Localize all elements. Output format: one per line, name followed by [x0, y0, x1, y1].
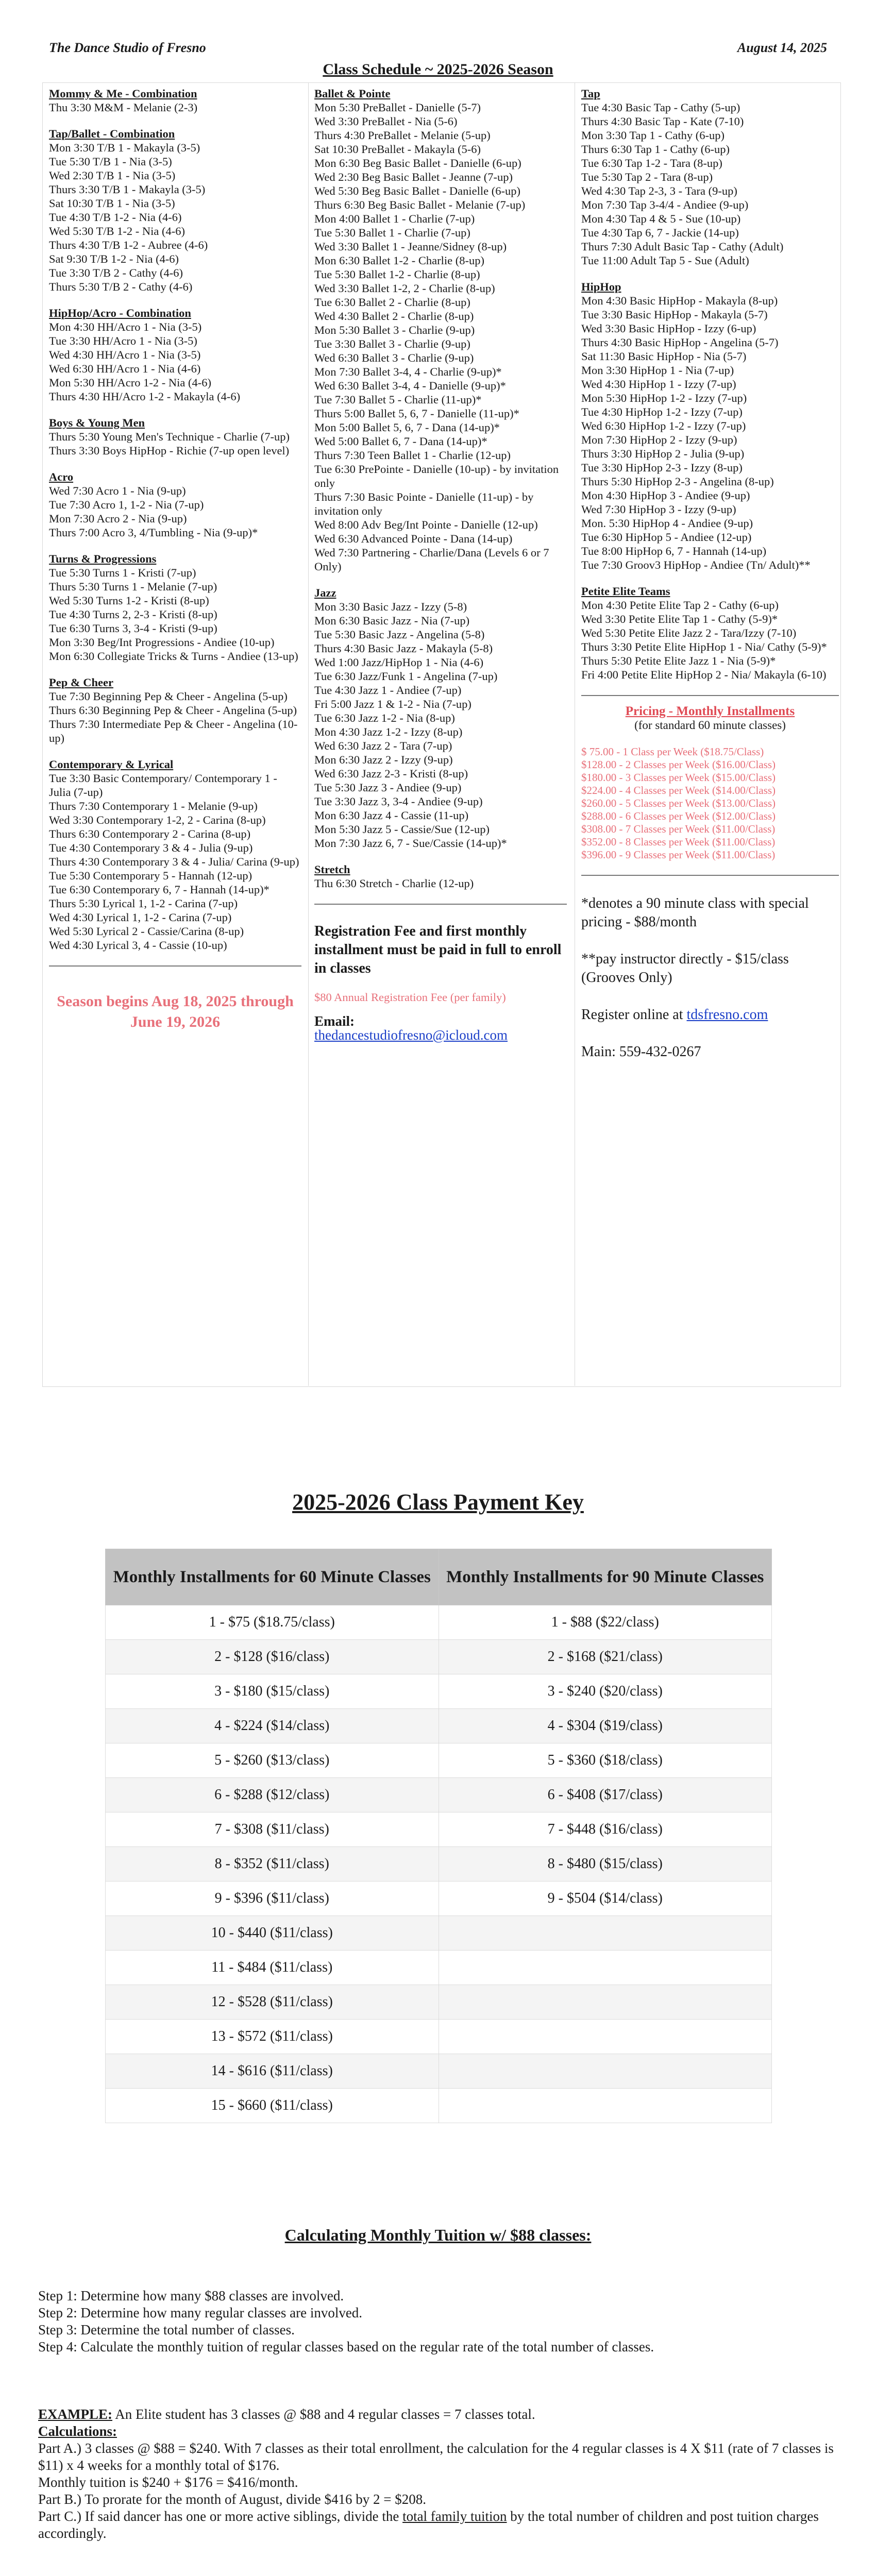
cell-90-minute: 8 - $480 ($15/class): [439, 1847, 772, 1882]
table-row: [106, 2054, 772, 2089]
pricing-entry: $180.00 - 3 Classes per Week ($15.00/Class): [581, 771, 776, 784]
class-entry: Fri 5:00 Jazz 1 & 1-2 - Nia (7-up): [314, 698, 471, 710]
pricing-entry: $260.00 - 5 Classes per Week ($13.00/Class): [581, 797, 776, 809]
class-entry: Tue 7:30 Beginning Pep & Cheer - Angelina (5-up): [49, 690, 288, 703]
class-entry: Tue 4:30 Turns 2, 2-3 - Kristi (8-up): [49, 608, 217, 621]
class-entry: Tue 4:30 T/B 1-2 - Nia (4-6): [49, 211, 182, 224]
class-entry: Tue 3:30 HH/Acro 1 - Nia (3-5): [49, 334, 197, 347]
cell-90-minute: [439, 2054, 772, 2089]
payment-key-body: [106, 1605, 772, 2123]
cell-90-minute: 3 - $240 ($20/class): [439, 1674, 772, 1709]
section-heading: HipHop/Acro - Combination: [49, 307, 191, 319]
class-entry: Thurs 4:30 T/B 1-2 - Aubree (4-6): [49, 239, 208, 251]
class-entry: Wed 4:30 Lyrical 3, 4 - Cassie (10-up): [49, 939, 227, 952]
class-entry: Tue 3:30 Jazz 3, 3-4 - Andiee (9-up): [314, 795, 483, 808]
class-entry: Mon 3:30 HipHop 1 - Nia (7-up): [581, 364, 734, 377]
pricing-subtitle: (for standard 60 minute classes): [634, 719, 786, 732]
class-entry: Mon 6:30 Beg Basic Ballet - Danielle (6-up): [314, 157, 521, 170]
class-entry: Mon 5:30 PreBallet - Danielle (5-7): [314, 101, 481, 114]
class-entry: Wed 3:30 Contemporary 1-2, 2 - Carina (8-up): [49, 814, 266, 826]
registration-notice: Registration Fee and first monthly installment must be paid in full to enroll in classes: [314, 923, 562, 976]
email-link[interactable]: thedancestudiofresno@icloud.com: [314, 1027, 508, 1043]
class-entry: Tue 7:30 Acro 1, 1-2 - Nia (7-up): [49, 498, 204, 511]
class-entry: Thurs 7:30 Intermediate Pep & Cheer - Angelina (10-up): [49, 718, 298, 744]
cell-60-minute: 14 - $616 ($11/class): [106, 2054, 439, 2089]
schedule-column-2: [314, 87, 567, 1042]
cell-60-minute: 6 - $288 ($12/class): [106, 1778, 439, 1812]
table-row: [106, 1605, 772, 1640]
table-row: [106, 1674, 772, 1709]
class-entry: Tue 4:30 Jazz 1 - Andiee (7-up): [314, 684, 462, 697]
class-entry: Tue 3:30 Basic Contemporary/ Contemporary 1 - Julia (7-up): [49, 772, 277, 799]
class-entry: Tue 4:30 HipHop 1-2 - Izzy (7-up): [581, 405, 743, 418]
class-entry: Wed 3:30 Basic HipHop - Izzy (6-up): [581, 322, 756, 335]
cell-90-minute: 1 - $88 ($22/class): [439, 1605, 772, 1640]
cell-60-minute: 15 - $660 ($11/class): [106, 2089, 439, 2123]
part-b: Part B.) To prorate for the month of August, divide $416 by 2 = $208.: [38, 2492, 427, 2507]
col1-sections: [49, 87, 301, 952]
class-entry: Thurs 5:00 Ballet 5, 6, 7 - Danielle (11-up)*: [314, 407, 519, 420]
class-entry: Mon 3:30 Basic Jazz - Izzy (5-8): [314, 600, 467, 613]
class-entry: Mon 6:30 Jazz 2 - Izzy (9-up): [314, 753, 453, 766]
class-entry: Wed 6:30 Jazz 2-3 - Kristi (8-up): [314, 767, 468, 780]
class-entry: Mon 4:00 Ballet 1 - Charlie (7-up): [314, 212, 475, 225]
header-90-minute: Monthly Installments for 90 Minute Classes: [439, 1549, 772, 1605]
pricing-entry: $128.00 - 2 Classes per Week ($16.00/Class): [581, 758, 776, 771]
class-entry: Wed 4:30 HipHop 1 - Izzy (7-up): [581, 378, 736, 391]
pricing-list: [581, 745, 839, 861]
class-entry: Wed 7:30 Partnering - Charlie/Dana (Levels 6 or 7 Only): [314, 546, 549, 573]
cell-90-minute: 2 - $168 ($21/class): [439, 1640, 772, 1674]
class-entry: Mon 3:30 Beg/Int Progressions - Andiee (10-up): [49, 636, 275, 649]
divider: [49, 965, 301, 967]
cell-90-minute: [439, 1916, 772, 1951]
calc-title: Calculating Monthly Tuition w/ $88 classes:: [284, 2226, 592, 2244]
section-heading: Stretch: [314, 863, 350, 876]
pricing-title: Pricing - Monthly Installments: [625, 704, 795, 718]
class-entry: Tue 6:30 Jazz 1-2 - Nia (8-up): [314, 711, 455, 724]
table-row: [106, 1847, 772, 1882]
class-entry: Wed 3:30 Ballet 1 - Jeanne/Sidney (8-up): [314, 240, 507, 253]
class-entry: Tue 3:30 Ballet 3 - Charlie (9-up): [314, 337, 470, 350]
class-entry: Thurs 3:30 Boys HipHop - Richie (7-up open level): [49, 444, 290, 457]
column-divider: [308, 82, 309, 1386]
class-entry: Wed 4:30 HH/Acro 1 - Nia (3-5): [49, 348, 201, 361]
calc-step: Step 3: Determine the total number of classes.: [38, 2322, 295, 2337]
table-row: [106, 1709, 772, 1743]
class-entry: Wed 8:00 Adv Beg/Int Pointe - Danielle (12-up): [314, 518, 538, 531]
class-entry: Thurs 6:30 Beg Basic Ballet - Melanie (7-up): [314, 198, 526, 211]
class-entry: Wed 4:30 Ballet 2 - Charlie (8-up): [314, 310, 474, 323]
class-entry: Mon 7:30 Acro 2 - Nia (9-up): [49, 512, 187, 525]
class-entry: Wed 7:30 Acro 1 - Nia (9-up): [49, 484, 186, 497]
divider: [581, 695, 839, 696]
table-row: [106, 1985, 772, 2020]
class-entry: Thurs 4:30 PreBallet - Melanie (5-up): [314, 129, 491, 142]
class-entry: Thu 6:30 Stretch - Charlie (12-up): [314, 877, 474, 890]
class-entry: Thurs 3:30 Petite Elite HipHop 1 - Nia/ Cathy (5-9)*: [581, 640, 827, 653]
class-entry: Sat 11:30 Basic HipHop - Nia (5-7): [581, 350, 747, 363]
registration-fee: $80 Annual Registration Fee (per family): [314, 991, 506, 1004]
pricing-entry: $396.00 - 9 Classes per Week ($11.00/Class): [581, 849, 776, 861]
register-link[interactable]: tdsfresno.com: [686, 1007, 768, 1023]
cell-90-minute: 5 - $360 ($18/class): [439, 1743, 772, 1778]
class-entry: Thurs 6:30 Tap 1 - Cathy (6-up): [581, 143, 730, 156]
part-a: Part A.) 3 classes @ $88 = $240. With 7 classes as their total enrollment, the calculation for the 4 regular classes is 4 X $11 (rate of 7 classes is $11) x 4 weeks for a monthly total of $176.: [38, 2441, 834, 2473]
class-entry: Thurs 5:30 Young Men's Technique - Charlie (7-up): [49, 430, 290, 443]
class-entry: Mon 7:30 Ballet 3-4, 4 - Charlie (9-up)*: [314, 365, 502, 378]
header-date: August 14, 2025: [737, 40, 827, 55]
class-entry: Wed 2:30 T/B 1 - Nia (3-5): [49, 169, 176, 182]
class-entry: Tue 5:30 Ballet 1 - Charlie (7-up): [314, 226, 470, 239]
section-heading: Jazz: [314, 586, 336, 599]
class-entry: Wed 4:30 Tap 2-3, 3 - Tara (9-up): [581, 184, 737, 197]
section-heading: Boys & Young Men: [49, 416, 145, 429]
class-entry: Wed 4:30 Lyrical 1, 1-2 - Carina (7-up): [49, 911, 232, 924]
class-entry: Wed 5:30 T/B 1-2 - Nia (4-6): [49, 225, 185, 238]
class-entry: Sat 10:30 T/B 1 - Nia (3-5): [49, 197, 175, 210]
class-entry: Thurs 5:30 Petite Elite Jazz 1 - Nia (5-9)*: [581, 654, 776, 667]
class-entry: Mon 6:30 Ballet 1-2 - Charlie (8-up): [314, 254, 484, 267]
class-entry: Wed 6:30 Advanced Pointe - Dana (14-up): [314, 532, 513, 545]
cell-60-minute: 11 - $484 ($11/class): [106, 1951, 439, 1985]
class-entry: Thurs 6:30 Contemporary 2 - Carina (8-up): [49, 827, 251, 840]
pricing-entry: $288.00 - 6 Classes per Week ($12.00/Class): [581, 810, 776, 822]
part-c: [38, 2508, 842, 2542]
schedule-column-1: [49, 87, 301, 1032]
class-entry: Tue 4:30 Tap 6, 7 - Jackie (14-up): [581, 226, 739, 239]
class-entry: Thurs 4:30 HH/Acro 1-2 - Makayla (4-6): [49, 390, 241, 403]
class-entry: Thurs 7:30 Basic Pointe - Danielle (11-up) - by invitation only: [314, 490, 534, 517]
cell-90-minute: [439, 2020, 772, 2054]
class-entry: Thu 3:30 M&M - Melanie (2-3): [49, 101, 198, 114]
cell-60-minute: 3 - $180 ($15/class): [106, 1674, 439, 1709]
cell-60-minute: 2 - $128 ($16/class): [106, 1640, 439, 1674]
class-entry: Thurs 7:00 Acro 3, 4/Tumbling - Nia (9-up)*: [49, 526, 258, 539]
table-row: [106, 1640, 772, 1674]
class-entry: Sat 9:30 T/B 1-2 - Nia (4-6): [49, 252, 179, 265]
pricing-entry: $352.00 - 8 Classes per Week ($11.00/Class): [581, 836, 776, 848]
class-entry: Mon 5:30 HH/Acro 1-2 - Nia (4-6): [49, 376, 211, 389]
class-entry: Thurs 5:30 T/B 2 - Cathy (4-6): [49, 280, 193, 293]
section-heading: Tap/Ballet - Combination: [49, 127, 175, 140]
class-entry: Thurs 4:30 Contemporary 3 & 4 - Julia/ Carina (9-up): [49, 855, 299, 868]
email-label: Email:: [314, 1013, 355, 1029]
monthly-tuition: Monthly tuition is $240 + $176 = $416/month.: [38, 2475, 298, 2490]
class-entry: Thurs 4:30 Basic Tap - Kate (7-10): [581, 115, 744, 128]
class-entry: Thurs 3:30 T/B 1 - Makayla (3-5): [49, 183, 206, 196]
class-entry: Wed 5:30 Petite Elite Jazz 2 - Tara/Izzy (7-10): [581, 626, 797, 639]
class-entry: Thurs 5:30 Turns 1 - Melanie (7-up): [49, 580, 217, 593]
cell-90-minute: [439, 1985, 772, 2020]
calc-step: Step 2: Determine how many regular classes are involved.: [38, 2305, 363, 2320]
cell-60-minute: 5 - $260 ($13/class): [106, 1743, 439, 1778]
class-entry: Thurs 4:30 Basic HipHop - Angelina (5-7): [581, 336, 779, 349]
table-row: [106, 1778, 772, 1812]
class-entry: Wed 5:30 Turns 1-2 - Kristi (8-up): [49, 594, 209, 607]
cell-90-minute: 7 - $448 ($16/class): [439, 1812, 772, 1847]
class-entry: Mon 5:30 Ballet 3 - Charlie (9-up): [314, 324, 475, 336]
class-entry: Tue 8:00 HipHop 6, 7 - Hannah (14-up): [581, 545, 767, 557]
class-entry: Tue 3:30 Basic HipHop - Makayla (5-7): [581, 308, 768, 321]
section-heading: Ballet & Pointe: [314, 87, 391, 100]
class-entry: Thurs 5:30 HipHop 2-3 - Angelina (8-up): [581, 475, 774, 488]
table-row: [106, 1812, 772, 1847]
col3-sections: [581, 87, 839, 682]
divider: [314, 904, 567, 905]
class-entry: Thurs 3:30 HipHop 2 - Julia (9-up): [581, 447, 745, 460]
note-90min: *denotes a 90 minute class with special pricing - $88/month: [581, 895, 809, 930]
section-heading: Contemporary & Lyrical: [49, 758, 174, 771]
cell-60-minute: 13 - $572 ($11/class): [106, 2020, 439, 2054]
cell-60-minute: 1 - $75 ($18.75/class): [106, 1605, 439, 1640]
payment-key-table: [105, 1549, 772, 2123]
class-entry: Mon 7:30 HipHop 2 - Izzy (9-up): [581, 433, 737, 446]
class-entry: Mon 6:30 Basic Jazz - Nia (7-up): [314, 614, 470, 627]
class-entry: Mon 3:30 Tap 1 - Cathy (6-up): [581, 129, 725, 142]
class-entry: Tue 3:30 T/B 2 - Cathy (4-6): [49, 266, 183, 279]
part-c-underline: total family tuition: [402, 2509, 507, 2524]
class-entry: Wed 6:30 HipHop 1-2 - Izzy (7-up): [581, 419, 746, 432]
table-row: [106, 1916, 772, 1951]
class-entry: Sat 10:30 PreBallet - Makayla (5-6): [314, 143, 481, 156]
class-entry: Tue 5:30 T/B 1 - Nia (3-5): [49, 155, 172, 168]
cell-60-minute: 9 - $396 ($11/class): [106, 1882, 439, 1916]
class-entry: Tue 7:30 Ballet 5 - Charlie (11-up)*: [314, 393, 482, 406]
cell-90-minute: 9 - $504 ($14/class): [439, 1882, 772, 1916]
class-entry: Fri 4:00 Petite Elite HipHop 2 - Nia/ Makayla (6-10): [581, 668, 827, 681]
class-entry: Wed 5:00 Ballet 6, 7 - Dana (14-up)*: [314, 435, 487, 448]
class-entry: Mon 4:30 HipHop 3 - Andiee (9-up): [581, 489, 750, 502]
class-entry: Mon 6:30 Jazz 4 - Cassie (11-up): [314, 809, 469, 822]
class-entry: Tue 5:30 Basic Jazz - Angelina (5-8): [314, 628, 485, 641]
table-row: [106, 2020, 772, 2054]
class-entry: Mon 7:30 Tap 3-4/4 - Andiee (9-up): [581, 198, 749, 211]
register-prefix: Register online at: [581, 1007, 687, 1023]
divider: [581, 875, 839, 876]
pricing-entry: $308.00 - 7 Classes per Week ($11.00/Class): [581, 823, 776, 835]
class-entry: Mon 3:30 T/B 1 - Makayla (3-5): [49, 141, 200, 154]
class-entry: Tue 5:30 Jazz 3 - Andiee (9-up): [314, 781, 462, 794]
class-entry: Tue 6:30 Ballet 2 - Charlie (8-up): [314, 296, 470, 309]
cell-90-minute: [439, 2089, 772, 2123]
class-entry: Wed 7:30 HipHop 3 - Izzy (9-up): [581, 503, 736, 516]
calculations-label: Calculations:: [38, 2424, 117, 2439]
class-entry: Tue 4:30 Contemporary 3 & 4 - Julia (9-up): [49, 841, 253, 854]
register-online: [581, 1006, 839, 1024]
part-c-pre: Part C.) If said dancer has one or more active siblings, divide the: [38, 2509, 403, 2524]
section-heading: Petite Elite Teams: [581, 585, 670, 598]
table-row: [106, 1743, 772, 1778]
example-line: [38, 2406, 842, 2423]
class-entry: Thurs 5:30 Lyrical 1, 1-2 - Carina (7-up): [49, 897, 238, 910]
class-entry: Wed 6:30 HH/Acro 1 - Nia (4-6): [49, 362, 201, 375]
pricing-entry: $ 75.00 - 1 Class per Week ($18.75/Class): [581, 745, 764, 758]
class-entry: Tue 6:30 Tap 1-2 - Tara (8-up): [581, 157, 722, 170]
schedule-title: Class Schedule ~ 2025-2026 Season: [323, 61, 553, 78]
class-entry: Tue 5:30 Contemporary 5 - Hannah (12-up): [49, 869, 252, 882]
class-entry: Mon 6:30 Collegiate Tricks & Turns - Andiee (13-up): [49, 650, 298, 663]
class-entry: Wed 6:30 Ballet 3-4, 4 - Danielle (9-up)*: [314, 379, 506, 392]
section-heading: Mommy & Me - Combination: [49, 87, 197, 100]
note-grooves: **pay instructor directly - $15/class (Grooves Only): [581, 951, 789, 986]
example-label: EXAMPLE:: [38, 2406, 112, 2422]
header-60-minute: Monthly Installments for 60 Minute Classes: [106, 1549, 439, 1605]
class-entry: Mon. 5:30 HipHop 4 - Andiee (9-up): [581, 517, 753, 530]
class-entry: Tue 6:30 Jazz/Funk 1 - Angelina (7-up): [314, 670, 498, 683]
class-entry: Mon 4:30 Tap 4 & 5 - Sue (10-up): [581, 212, 741, 225]
cell-90-minute: 4 - $304 ($19/class): [439, 1709, 772, 1743]
cell-60-minute: 10 - $440 ($11/class): [106, 1916, 439, 1951]
class-entry: Tue 6:30 HipHop 5 - Andiee (12-up): [581, 531, 752, 544]
class-entry: Tue 3:30 HipHop 2-3 - Izzy (8-up): [581, 461, 743, 474]
class-entry: Thurs 6:30 Beginning Pep & Cheer - Angelina (5-up): [49, 704, 297, 717]
class-entry: Tue 11:00 Adult Tap 5 - Sue (Adult): [581, 254, 749, 267]
class-entry: Wed 3:30 Ballet 1-2, 2 - Charlie (8-up): [314, 282, 495, 295]
class-entry: Mon 4:30 Jazz 1-2 - Izzy (8-up): [314, 725, 463, 738]
season-dates: Season begins Aug 18, 2025 through June 19, 2026: [57, 993, 294, 1030]
class-entry: Thurs 7:30 Teen Ballet 1 - Charlie (12-up): [314, 449, 511, 462]
class-entry: Wed 6:30 Jazz 2 - Tara (7-up): [314, 739, 452, 752]
section-heading: HipHop: [581, 280, 621, 293]
class-entry: Tue 7:30 Groov3 HipHop - Andiee (Tn/ Adult)**: [581, 558, 811, 571]
section-heading: Tap: [581, 87, 600, 100]
cell-60-minute: 7 - $308 ($11/class): [106, 1812, 439, 1847]
class-entry: Wed 3:30 PreBallet - Nia (5-6): [314, 115, 458, 128]
class-entry: Mon 7:30 Jazz 6, 7 - Sue/Cassie (14-up)*: [314, 837, 507, 850]
main-phone: Main: 559-432-0267: [581, 1044, 701, 1060]
studio-name: The Dance Studio of Fresno: [49, 40, 206, 55]
class-entry: Wed 5:30 Lyrical 2 - Cassie/Carina (8-up): [49, 925, 244, 938]
class-entry: Mon 4:30 Basic HipHop - Makayla (8-up): [581, 294, 778, 307]
class-entry: Mon 5:00 Ballet 5, 6, 7 - Dana (14-up)*: [314, 421, 500, 434]
table-row: [106, 2089, 772, 2123]
page-header: [49, 40, 827, 61]
calc-steps: [38, 2287, 842, 2355]
pricing-entry: $224.00 - 4 Classes per Week ($14.00/Class): [581, 784, 776, 796]
class-entry: Wed 2:30 Beg Basic Ballet - Jeanne (7-up): [314, 171, 513, 183]
cell-60-minute: 8 - $352 ($11/class): [106, 1847, 439, 1882]
cell-60-minute: 12 - $528 ($11/class): [106, 1985, 439, 2020]
class-entry: Tue 5:30 Turns 1 - Kristi (7-up): [49, 566, 196, 579]
example-text: An Elite student has 3 classes @ $88 and 4 regular classes = 7 classes total.: [112, 2406, 535, 2422]
payment-key-title: 2025-2026 Class Payment Key: [292, 1489, 584, 1515]
table-row: [106, 1882, 772, 1916]
class-entry: Tue 6:30 Contemporary 6, 7 - Hannah (14-up)*: [49, 883, 269, 896]
class-entry: Mon 5:30 Jazz 5 - Cassie/Sue (12-up): [314, 823, 490, 836]
calc-step: Step 1: Determine how many $88 classes are involved.: [38, 2288, 344, 2303]
class-entry: Wed 5:30 Beg Basic Ballet - Danielle (6-up): [314, 184, 520, 197]
class-entry: Wed 1:00 Jazz/HipHop 1 - Nia (4-6): [314, 656, 484, 669]
class-entry: Mon 4:30 HH/Acro 1 - Nia (3-5): [49, 320, 202, 333]
class-entry: Mon 5:30 HipHop 1-2 - Izzy (7-up): [581, 392, 747, 404]
class-entry: Wed 3:30 Petite Elite Tap 1 - Cathy (5-9)*: [581, 613, 778, 625]
calc-example: [38, 2406, 842, 2542]
class-entry: Thurs 7:30 Adult Basic Tap - Cathy (Adult): [581, 240, 784, 253]
class-entry: Thurs 4:30 Basic Jazz - Makayla (5-8): [314, 642, 493, 655]
section-heading: Pep & Cheer: [49, 676, 113, 689]
schedule-column-3: [581, 87, 839, 1061]
cell-60-minute: 4 - $224 ($14/class): [106, 1709, 439, 1743]
table-row: [106, 1951, 772, 1985]
col2-sections: [314, 87, 567, 890]
cell-90-minute: [439, 1951, 772, 1985]
class-entry: Wed 6:30 Ballet 3 - Charlie (9-up): [314, 351, 474, 364]
cell-90-minute: 6 - $408 ($17/class): [439, 1778, 772, 1812]
part-c-post: by the total number of children and post tuition charges accordingly.: [38, 2509, 819, 2541]
class-entry: Mon 4:30 Petite Elite Tap 2 - Cathy (6-up): [581, 599, 779, 612]
class-entry: Tue 6:30 Turns 3, 3-4 - Kristi (9-up): [49, 622, 217, 635]
class-entry: Tue 6:30 PrePointe - Danielle (10-up) - by invitation only: [314, 463, 559, 489]
class-entry: Tue 5:30 Tap 2 - Tara (8-up): [581, 171, 713, 183]
class-entry: Thurs 7:30 Contemporary 1 - Melanie (9-up): [49, 800, 258, 812]
class-entry: Tue 4:30 Basic Tap - Cathy (5-up): [581, 101, 740, 114]
section-heading: Acro: [49, 470, 74, 483]
section-heading: Turns & Progressions: [49, 552, 157, 565]
calc-step: Step 4: Calculate the monthly tuition of regular classes based on the regular rate of the total number of classes.: [38, 2339, 654, 2354]
class-entry: Tue 5:30 Ballet 1-2 - Charlie (8-up): [314, 268, 480, 281]
